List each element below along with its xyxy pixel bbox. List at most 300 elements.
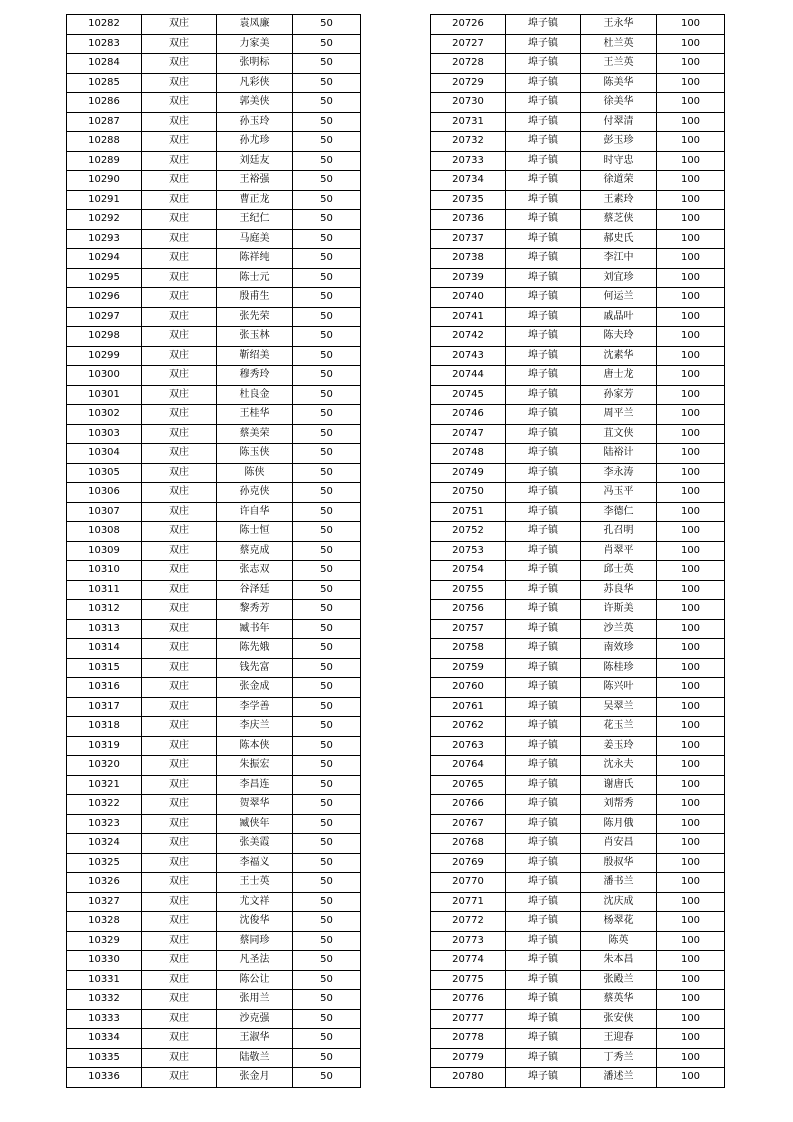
table-row [67, 288, 361, 308]
table-row [431, 892, 725, 912]
town-cell: 埠子镇 [506, 34, 581, 54]
town-cell: 双庄 [142, 736, 217, 756]
name-cell: 尤文祥 [217, 892, 293, 912]
name-cell: 曹正龙 [217, 190, 293, 210]
town-cell: 埠子镇 [506, 424, 581, 444]
table-row [67, 795, 361, 815]
name-cell: 杜良金 [217, 385, 293, 405]
table-row [67, 249, 361, 269]
id-cell: 10314 [67, 639, 142, 659]
table-row [67, 1048, 361, 1068]
town-cell: 埠子镇 [506, 190, 581, 210]
amount-cell: 100 [657, 561, 725, 581]
id-cell: 10282 [67, 15, 142, 35]
name-cell: 蔡美荣 [217, 424, 293, 444]
name-cell: 杨翠花 [581, 912, 657, 932]
name-cell: 何运兰 [581, 288, 657, 308]
town-cell: 埠子镇 [506, 795, 581, 815]
id-cell: 10285 [67, 73, 142, 93]
amount-cell: 50 [293, 73, 361, 93]
table-row [67, 151, 361, 171]
name-cell: 谷泽廷 [217, 580, 293, 600]
amount-cell: 100 [657, 1009, 725, 1029]
table-row [431, 307, 725, 327]
table-row [431, 483, 725, 503]
name-cell: 陈士恒 [217, 522, 293, 542]
name-cell: 张明标 [217, 54, 293, 74]
amount-cell: 50 [293, 853, 361, 873]
amount-cell: 50 [293, 171, 361, 191]
amount-cell: 50 [293, 502, 361, 522]
name-cell: 朱本昌 [581, 951, 657, 971]
name-cell: 王裕强 [217, 171, 293, 191]
table-row [431, 619, 725, 639]
table-row [67, 229, 361, 249]
amount-cell: 100 [657, 1029, 725, 1049]
name-cell: 王素玲 [581, 190, 657, 210]
id-cell: 20752 [431, 522, 506, 542]
town-cell: 埠子镇 [506, 580, 581, 600]
id-cell: 20768 [431, 834, 506, 854]
amount-cell: 100 [657, 444, 725, 464]
table-row [67, 210, 361, 230]
table-row [431, 600, 725, 620]
amount-cell: 50 [293, 736, 361, 756]
town-cell: 双庄 [142, 463, 217, 483]
amount-cell: 50 [293, 15, 361, 35]
table-row [431, 853, 725, 873]
amount-cell: 50 [293, 366, 361, 386]
id-cell: 20750 [431, 483, 506, 503]
name-cell: 张殿兰 [581, 970, 657, 990]
id-cell: 10316 [67, 678, 142, 698]
name-cell: 陆裕计 [581, 444, 657, 464]
id-cell: 20751 [431, 502, 506, 522]
name-cell: 陆敬兰 [217, 1048, 293, 1068]
town-cell: 埠子镇 [506, 678, 581, 698]
id-cell: 10327 [67, 892, 142, 912]
table-row [431, 951, 725, 971]
amount-cell: 50 [293, 834, 361, 854]
town-cell: 埠子镇 [506, 483, 581, 503]
amount-cell: 50 [293, 1009, 361, 1029]
name-cell: 蔡芝侠 [581, 210, 657, 230]
town-cell: 双庄 [142, 444, 217, 464]
name-cell: 陈祥纯 [217, 249, 293, 269]
name-cell: 孔召明 [581, 522, 657, 542]
amount-cell: 100 [657, 522, 725, 542]
town-cell: 双庄 [142, 873, 217, 893]
id-cell: 10330 [67, 951, 142, 971]
amount-cell: 50 [293, 483, 361, 503]
amount-cell: 50 [293, 814, 361, 834]
amount-cell: 100 [657, 151, 725, 171]
table-row [67, 931, 361, 951]
amount-cell: 100 [657, 775, 725, 795]
table-row [67, 366, 361, 386]
id-cell: 20733 [431, 151, 506, 171]
town-cell: 双庄 [142, 619, 217, 639]
id-cell: 20749 [431, 463, 506, 483]
town-cell: 埠子镇 [506, 658, 581, 678]
amount-cell: 100 [657, 873, 725, 893]
name-cell: 孙玉玲 [217, 112, 293, 132]
id-cell: 10336 [67, 1068, 142, 1088]
table-row [431, 873, 725, 893]
amount-cell: 50 [293, 658, 361, 678]
amount-cell: 50 [293, 717, 361, 737]
name-cell: 潘述兰 [581, 1068, 657, 1088]
name-cell: 李江中 [581, 249, 657, 269]
name-cell: 孙家芳 [581, 385, 657, 405]
town-cell: 埠子镇 [506, 697, 581, 717]
table-row [431, 366, 725, 386]
name-cell: 张美霞 [217, 834, 293, 854]
id-cell: 10289 [67, 151, 142, 171]
id-cell: 10311 [67, 580, 142, 600]
amount-cell: 50 [293, 639, 361, 659]
id-cell: 10292 [67, 210, 142, 230]
id-cell: 10322 [67, 795, 142, 815]
table-row [431, 678, 725, 698]
town-cell: 双庄 [142, 1029, 217, 1049]
amount-cell: 100 [657, 580, 725, 600]
id-cell: 20778 [431, 1029, 506, 1049]
table-row [67, 580, 361, 600]
table-row [67, 736, 361, 756]
id-cell: 10307 [67, 502, 142, 522]
town-cell: 埠子镇 [506, 288, 581, 308]
amount-cell: 100 [657, 210, 725, 230]
table-row [431, 346, 725, 366]
table-row [431, 580, 725, 600]
town-cell: 埠子镇 [506, 132, 581, 152]
id-cell: 20740 [431, 288, 506, 308]
amount-cell: 50 [293, 522, 361, 542]
amount-cell: 100 [657, 73, 725, 93]
town-cell: 双庄 [142, 34, 217, 54]
table-row [431, 834, 725, 854]
name-cell: 王迎春 [581, 1029, 657, 1049]
town-cell: 埠子镇 [506, 639, 581, 659]
amount-cell: 50 [293, 580, 361, 600]
id-cell: 10323 [67, 814, 142, 834]
table-row [431, 288, 725, 308]
town-cell: 埠子镇 [506, 736, 581, 756]
town-cell: 双庄 [142, 288, 217, 308]
table-row [67, 268, 361, 288]
name-cell: 沈永夫 [581, 756, 657, 776]
town-cell: 双庄 [142, 112, 217, 132]
id-cell: 20727 [431, 34, 506, 54]
id-cell: 20772 [431, 912, 506, 932]
table-row [431, 54, 725, 74]
table-row [67, 658, 361, 678]
name-cell: 马庭美 [217, 229, 293, 249]
id-cell: 10334 [67, 1029, 142, 1049]
name-cell: 戚晶叶 [581, 307, 657, 327]
id-cell: 10298 [67, 327, 142, 347]
town-cell: 埠子镇 [506, 54, 581, 74]
table-row [67, 990, 361, 1010]
id-cell: 20726 [431, 15, 506, 35]
name-cell: 沈素华 [581, 346, 657, 366]
town-cell: 埠子镇 [506, 892, 581, 912]
town-cell: 双庄 [142, 424, 217, 444]
amount-cell: 100 [657, 34, 725, 54]
town-cell: 埠子镇 [506, 210, 581, 230]
table-row [431, 93, 725, 113]
name-cell: 刘宜珍 [581, 268, 657, 288]
id-cell: 20745 [431, 385, 506, 405]
town-cell: 埠子镇 [506, 600, 581, 620]
table-row [67, 444, 361, 464]
id-cell: 10286 [67, 93, 142, 113]
name-cell: 王兰英 [581, 54, 657, 74]
name-cell: 彭玉珍 [581, 132, 657, 152]
id-cell: 20746 [431, 405, 506, 425]
id-cell: 20754 [431, 561, 506, 581]
name-cell: 花玉兰 [581, 717, 657, 737]
name-cell: 张先荣 [217, 307, 293, 327]
amount-cell: 100 [657, 366, 725, 386]
name-cell: 王永华 [581, 15, 657, 35]
amount-cell: 100 [657, 307, 725, 327]
amount-cell: 50 [293, 912, 361, 932]
table-row [431, 697, 725, 717]
name-cell: 沙克强 [217, 1009, 293, 1029]
town-cell: 埠子镇 [506, 561, 581, 581]
name-cell: 陈玉侠 [217, 444, 293, 464]
town-cell: 双庄 [142, 210, 217, 230]
amount-cell: 50 [293, 970, 361, 990]
town-cell: 双庄 [142, 366, 217, 386]
amount-cell: 50 [293, 990, 361, 1010]
id-cell: 10293 [67, 229, 142, 249]
town-cell: 双庄 [142, 307, 217, 327]
table-row [67, 307, 361, 327]
id-cell: 20780 [431, 1068, 506, 1088]
name-cell: 穆秀玲 [217, 366, 293, 386]
table-row [67, 619, 361, 639]
left-roster-body [67, 15, 361, 1088]
name-cell: 沈庆成 [581, 892, 657, 912]
table-row [67, 327, 361, 347]
id-cell: 10296 [67, 288, 142, 308]
id-cell: 10302 [67, 405, 142, 425]
name-cell: 王士英 [217, 873, 293, 893]
amount-cell: 50 [293, 112, 361, 132]
table-row [431, 73, 725, 93]
name-cell: 唐士龙 [581, 366, 657, 386]
id-cell: 20767 [431, 814, 506, 834]
town-cell: 埠子镇 [506, 814, 581, 834]
town-cell: 双庄 [142, 385, 217, 405]
id-cell: 20747 [431, 424, 506, 444]
amount-cell: 100 [657, 658, 725, 678]
table-row [67, 190, 361, 210]
town-cell: 埠子镇 [506, 1029, 581, 1049]
table-row [67, 502, 361, 522]
id-cell: 10287 [67, 112, 142, 132]
name-cell: 吴翠兰 [581, 697, 657, 717]
id-cell: 10310 [67, 561, 142, 581]
amount-cell: 100 [657, 93, 725, 113]
town-cell: 埠子镇 [506, 73, 581, 93]
name-cell: 蔡同珍 [217, 931, 293, 951]
town-cell: 双庄 [142, 171, 217, 191]
name-cell: 陈英 [581, 931, 657, 951]
name-cell: 丁秀兰 [581, 1048, 657, 1068]
town-cell: 埠子镇 [506, 385, 581, 405]
amount-cell: 50 [293, 541, 361, 561]
id-cell: 10333 [67, 1009, 142, 1029]
id-cell: 20774 [431, 951, 506, 971]
amount-cell: 50 [293, 931, 361, 951]
table-row [431, 34, 725, 54]
town-cell: 埠子镇 [506, 151, 581, 171]
table-row [431, 132, 725, 152]
amount-cell: 50 [293, 1048, 361, 1068]
id-cell: 20773 [431, 931, 506, 951]
id-cell: 20739 [431, 268, 506, 288]
table-row [431, 1048, 725, 1068]
table-row [431, 795, 725, 815]
town-cell: 双庄 [142, 717, 217, 737]
amount-cell: 50 [293, 327, 361, 347]
town-cell: 双庄 [142, 600, 217, 620]
right-roster-table [430, 14, 725, 1088]
id-cell: 20742 [431, 327, 506, 347]
id-cell: 20732 [431, 132, 506, 152]
table-row [431, 249, 725, 269]
name-cell: 王桂华 [217, 405, 293, 425]
town-cell: 埠子镇 [506, 405, 581, 425]
table-row [431, 756, 725, 776]
id-cell: 10321 [67, 775, 142, 795]
amount-cell: 50 [293, 151, 361, 171]
name-cell: 李永涛 [581, 463, 657, 483]
table-row [67, 970, 361, 990]
name-cell: 力家美 [217, 34, 293, 54]
town-cell: 双庄 [142, 132, 217, 152]
amount-cell: 100 [657, 249, 725, 269]
id-cell: 10312 [67, 600, 142, 620]
table-row [431, 210, 725, 230]
name-cell: 殷甫生 [217, 288, 293, 308]
town-cell: 双庄 [142, 54, 217, 74]
id-cell: 10319 [67, 736, 142, 756]
amount-cell: 100 [657, 54, 725, 74]
table-row [431, 229, 725, 249]
amount-cell: 50 [293, 405, 361, 425]
id-cell: 20776 [431, 990, 506, 1010]
town-cell: 双庄 [142, 483, 217, 503]
amount-cell: 100 [657, 112, 725, 132]
name-cell: 黎秀芳 [217, 600, 293, 620]
name-cell: 张金月 [217, 1068, 293, 1088]
name-cell: 谢唐氏 [581, 775, 657, 795]
amount-cell: 100 [657, 892, 725, 912]
id-cell: 20762 [431, 717, 506, 737]
table-row [431, 112, 725, 132]
town-cell: 埠子镇 [506, 502, 581, 522]
id-cell: 10309 [67, 541, 142, 561]
table-row [67, 1068, 361, 1088]
id-cell: 20753 [431, 541, 506, 561]
town-cell: 双庄 [142, 346, 217, 366]
amount-cell: 50 [293, 678, 361, 698]
name-cell: 徐美华 [581, 93, 657, 113]
amount-cell: 50 [293, 561, 361, 581]
name-cell: 刘廷友 [217, 151, 293, 171]
table-row [431, 639, 725, 659]
amount-cell: 100 [657, 736, 725, 756]
table-row [67, 112, 361, 132]
name-cell: 凡彩侠 [217, 73, 293, 93]
name-cell: 凡圣法 [217, 951, 293, 971]
table-row [67, 385, 361, 405]
name-cell: 陈美华 [581, 73, 657, 93]
name-cell: 钱先富 [217, 658, 293, 678]
table-row [67, 814, 361, 834]
town-cell: 双庄 [142, 658, 217, 678]
id-cell: 10318 [67, 717, 142, 737]
id-cell: 20763 [431, 736, 506, 756]
table-row [431, 717, 725, 737]
table-row [431, 931, 725, 951]
name-cell: 李庆兰 [217, 717, 293, 737]
name-cell: 付翠清 [581, 112, 657, 132]
table-row [67, 951, 361, 971]
table-row [67, 775, 361, 795]
town-cell: 双庄 [142, 990, 217, 1010]
table-row [67, 853, 361, 873]
table-row [431, 1009, 725, 1029]
id-cell: 20765 [431, 775, 506, 795]
amount-cell: 50 [293, 346, 361, 366]
name-cell: 陈兴叶 [581, 678, 657, 698]
id-cell: 20761 [431, 697, 506, 717]
table-row [431, 385, 725, 405]
name-cell: 肖翠平 [581, 541, 657, 561]
table-row [431, 990, 725, 1010]
name-cell: 许斯美 [581, 600, 657, 620]
town-cell: 埠子镇 [506, 112, 581, 132]
town-cell: 埠子镇 [506, 171, 581, 191]
table-row [67, 1029, 361, 1049]
name-cell: 张用兰 [217, 990, 293, 1010]
id-cell: 10331 [67, 970, 142, 990]
id-cell: 10332 [67, 990, 142, 1010]
name-cell: 王纪仁 [217, 210, 293, 230]
amount-cell: 100 [657, 600, 725, 620]
amount-cell: 100 [657, 288, 725, 308]
id-cell: 10326 [67, 873, 142, 893]
right-roster-body [431, 15, 725, 1088]
town-cell: 埠子镇 [506, 327, 581, 347]
id-cell: 20729 [431, 73, 506, 93]
id-cell: 20734 [431, 171, 506, 191]
table-row [67, 424, 361, 444]
name-cell: 张玉林 [217, 327, 293, 347]
amount-cell: 50 [293, 34, 361, 54]
id-cell: 20728 [431, 54, 506, 74]
amount-cell: 100 [657, 268, 725, 288]
id-cell: 10305 [67, 463, 142, 483]
town-cell: 埠子镇 [506, 444, 581, 464]
id-cell: 20759 [431, 658, 506, 678]
